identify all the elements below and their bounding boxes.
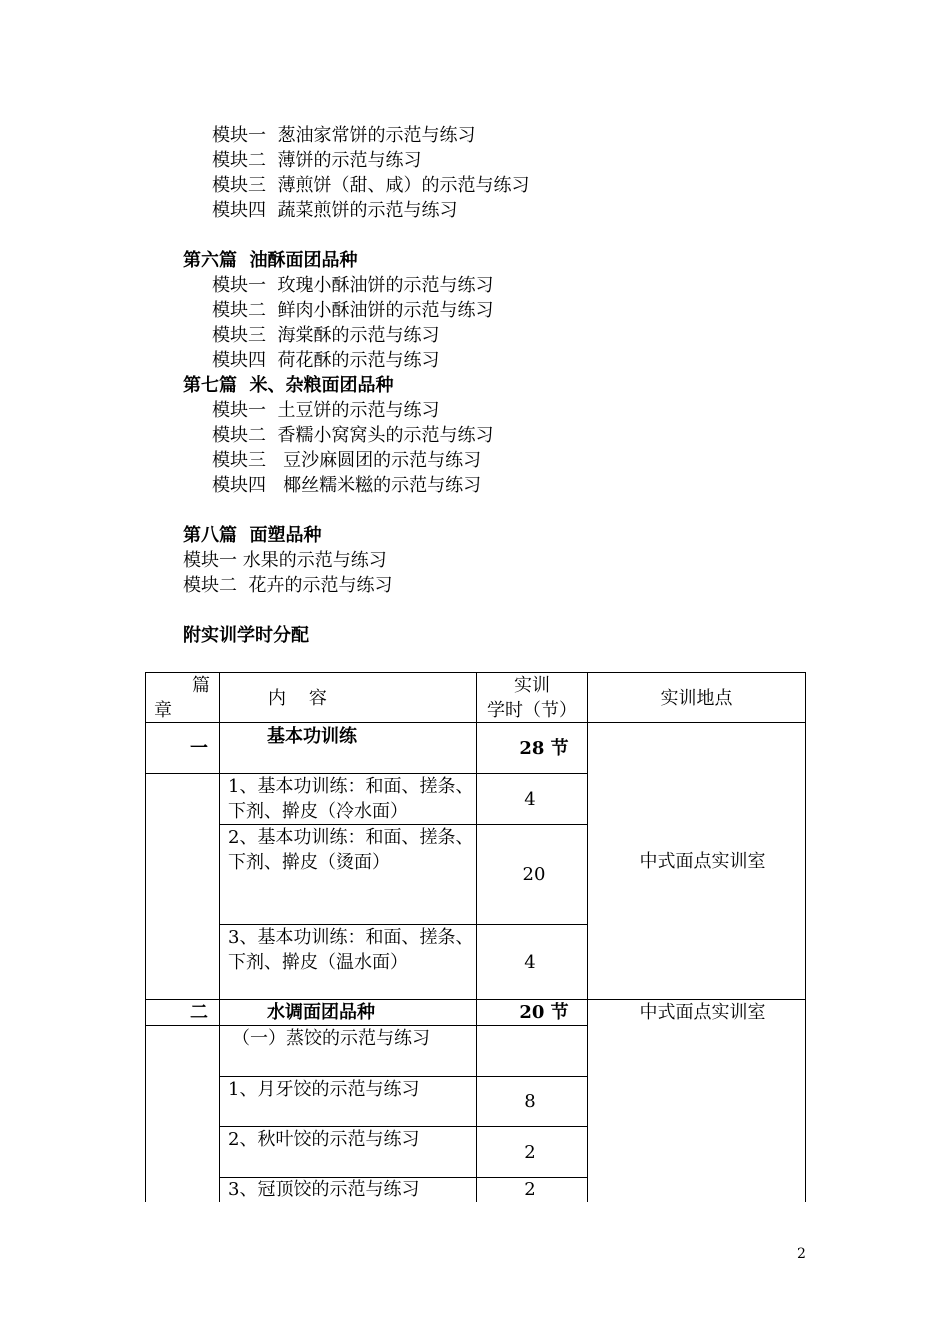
table-row-hours: 20 — [522, 864, 546, 885]
header-chapter: 章 — [154, 700, 172, 721]
module-line: 模块三 豆沙麻圆团的示范与练习 — [212, 450, 482, 471]
section1-chapter: 一 — [190, 738, 208, 759]
module-line: 模块一 水果的示范与练习 — [183, 550, 387, 571]
table-row-hours: 4 — [524, 789, 536, 810]
table-row-text: 3、冠顶饺的示范与练习 — [228, 1179, 420, 1200]
section2-hours: 20 节 — [519, 1002, 569, 1023]
section1-title: 基本功训练 — [267, 726, 357, 747]
section1-hours: 28 节 — [519, 738, 569, 759]
header-location: 实训地点 — [660, 688, 733, 709]
table-row-text: 2、基本功训练：和面、搓条、 — [228, 827, 474, 848]
part6-title: 第六篇 油酥面团品种 — [183, 250, 358, 271]
module-line: 模块三 薄煎饼（甜、咸）的示范与练习 — [212, 175, 530, 196]
table-row-text: 下剂、擀皮（烫面） — [228, 852, 390, 873]
module-line: 模块四 椰丝糯米糍的示范与练习 — [212, 475, 482, 496]
table-row-text: 1、基本功训练：和面、搓条、 — [228, 776, 474, 797]
table-row-text: 2、秋叶饺的示范与练习 — [228, 1129, 420, 1150]
table-row-hours: 8 — [524, 1091, 536, 1112]
table-row-text: 1、月牙饺的示范与练习 — [228, 1079, 420, 1100]
module-line: 模块四 蔬菜煎饼的示范与练习 — [212, 200, 458, 221]
header-hours: 学时（节） — [487, 700, 577, 721]
header-hours: 实训 — [514, 675, 550, 696]
section2-title: 水调面团品种 — [267, 1002, 375, 1023]
table-row-hours: 2 — [524, 1142, 536, 1163]
module-line: 模块一 土豆饼的示范与练习 — [212, 400, 440, 421]
part7-title: 第七篇 米、杂粮面团品种 — [183, 375, 394, 396]
module-line: 模块二 薄饼的示范与练习 — [212, 150, 422, 171]
appendix-title: 附实训学时分配 — [183, 625, 309, 646]
table-row-text: 下剂、擀皮（温水面） — [228, 952, 408, 973]
module-line: 模块三 海棠酥的示范与练习 — [212, 325, 440, 346]
module-line: 模块二 鲜肉小酥油饼的示范与练习 — [212, 300, 494, 321]
module-line: 模块一 葱油家常饼的示范与练习 — [212, 125, 476, 146]
module-line: 模块一 玫瑰小酥油饼的示范与练习 — [212, 275, 494, 296]
table-row-text: 3、基本功训练：和面、搓条、 — [228, 927, 474, 948]
table-row-text: 下剂、擀皮（冷水面） — [228, 801, 408, 822]
table-row-hours: 4 — [524, 952, 536, 973]
module-line: 模块二 香糯小窝窝头的示范与练习 — [212, 425, 494, 446]
section2-location: 中式面点实训室 — [639, 1002, 766, 1023]
page-number: 2 — [797, 1246, 806, 1262]
header-content: 内 容 — [268, 688, 327, 709]
table-row-hours: 2 — [524, 1179, 536, 1200]
section1-location: 中式面点实训室 — [639, 851, 766, 872]
header-chapter: 篇 — [192, 675, 210, 696]
module-line: 模块二 花卉的示范与练习 — [183, 575, 393, 596]
part8-title: 第八篇 面塑品种 — [183, 525, 322, 546]
section2-chapter: 二 — [190, 1002, 208, 1023]
table-row-text: （一）蒸饺的示范与练习 — [232, 1028, 430, 1049]
module-line: 模块四 荷花酥的示范与练习 — [212, 350, 440, 371]
